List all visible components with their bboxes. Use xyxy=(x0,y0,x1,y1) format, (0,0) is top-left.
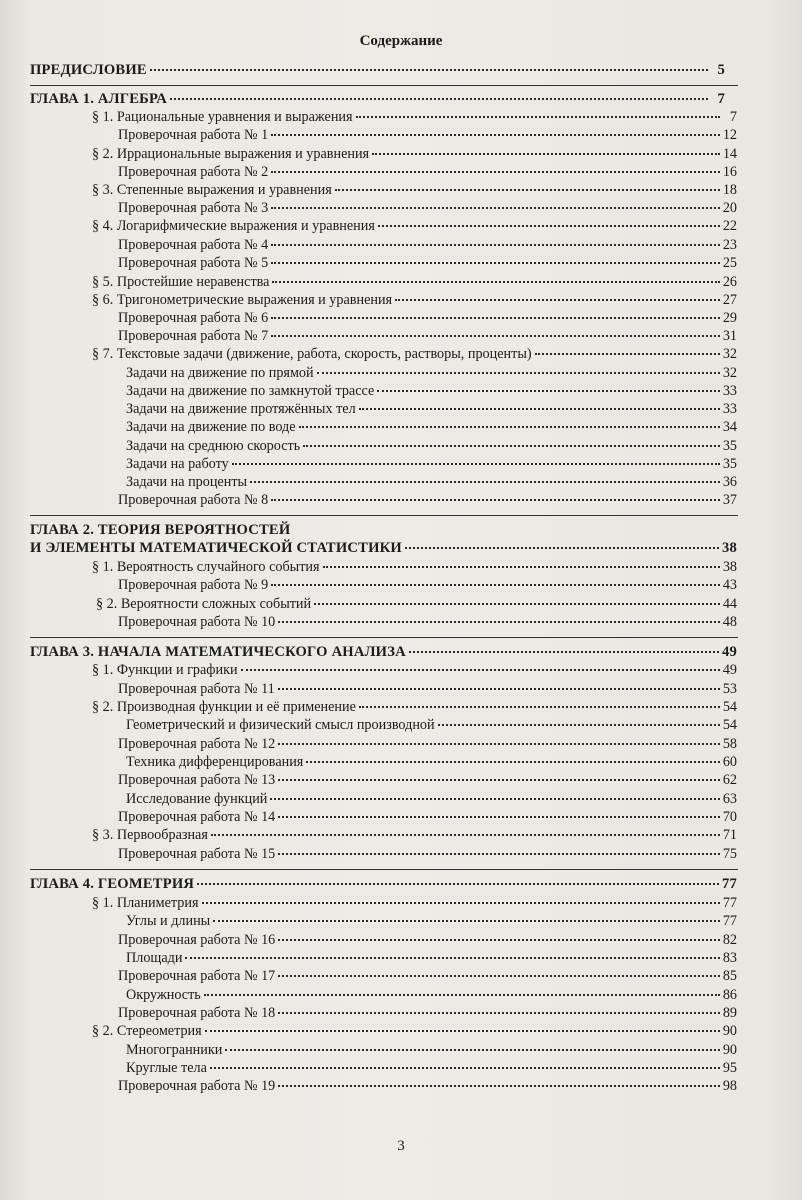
toc-page-number: 77 xyxy=(722,913,737,929)
leader-dots xyxy=(278,974,720,977)
section-divider xyxy=(30,85,738,86)
leader-dots xyxy=(271,498,720,501)
leader-dots xyxy=(278,1084,720,1087)
toc-entry[interactable] xyxy=(118,613,737,631)
leader-dots xyxy=(335,188,720,191)
toc-chapter-heading[interactable] xyxy=(30,643,737,661)
toc-entry[interactable] xyxy=(126,912,737,930)
toc-entry-label: § 6. Тригонометрические выражения и уравнения xyxy=(92,292,393,308)
toc-entry[interactable] xyxy=(118,808,737,826)
toc-entry-label: § 5. Простейшие неравенства xyxy=(92,274,270,290)
toc-entry[interactable] xyxy=(92,894,737,912)
leader-dots xyxy=(232,462,720,465)
toc-entry-label: § 4. Логарифмические выражения и уравнения xyxy=(92,218,375,234)
toc-entry-label: Круглые тела xyxy=(126,1060,207,1076)
toc-entry[interactable] xyxy=(118,576,737,594)
toc-page-number: 32 xyxy=(722,365,737,381)
toc-page-number: 95 xyxy=(722,1060,737,1076)
toc-page-number: 36 xyxy=(722,474,737,490)
toc-page-number: 63 xyxy=(722,791,737,807)
toc-page-number: 26 xyxy=(722,274,737,290)
toc-page-number: 60 xyxy=(722,754,737,770)
section-divider xyxy=(30,515,738,516)
toc-entry-label: ГЛАВА 4. ГЕОМЕТРИЯ xyxy=(30,876,195,892)
toc-entry-label: Проверочная работа № 7 xyxy=(118,328,269,344)
toc-entry[interactable] xyxy=(118,199,737,217)
leader-dots xyxy=(303,444,720,447)
toc-entry[interactable] xyxy=(126,400,737,418)
toc-entry[interactable] xyxy=(118,735,737,753)
toc-entry-label: ПРЕДИСЛОВИЕ xyxy=(30,62,147,78)
toc-page-number: 77 xyxy=(722,895,737,911)
toc-page-number: 70 xyxy=(722,809,737,825)
toc-page-number: 37 xyxy=(722,492,737,508)
toc-page-number: 58 xyxy=(722,736,737,752)
toc-entry-label: Задачи на среднюю скорость xyxy=(126,438,301,454)
toc-page-number: 7 xyxy=(729,109,737,125)
toc-entry-preface[interactable] xyxy=(30,61,725,79)
leader-dots xyxy=(378,224,720,227)
toc-entry-label: § 2. Стереометрия xyxy=(92,1023,202,1039)
leader-dots xyxy=(278,852,720,855)
toc-entry[interactable] xyxy=(126,437,737,455)
toc-entry[interactable] xyxy=(118,254,737,272)
toc-page-number: 7 xyxy=(717,91,725,107)
toc-page-number: 54 xyxy=(722,717,737,733)
toc-entry-label: Задачи на проценты xyxy=(126,474,248,490)
toc-page-number: 98 xyxy=(722,1078,737,1094)
toc-entry-label: Проверочная работа № 12 xyxy=(118,736,276,752)
toc-entry[interactable] xyxy=(126,418,737,436)
toc-entry[interactable] xyxy=(92,661,737,679)
leader-dots xyxy=(197,882,719,885)
leader-dots xyxy=(372,152,720,155)
toc-page-number: 54 xyxy=(722,699,737,715)
toc-page-number: 44 xyxy=(722,596,737,612)
toc-page-number: 5 xyxy=(717,62,725,78)
toc-entry[interactable] xyxy=(126,382,737,400)
leader-dots xyxy=(278,687,720,690)
toc-entry[interactable] xyxy=(92,698,737,716)
toc-entry-label: Исследование функций xyxy=(126,791,268,807)
toc-entry[interactable] xyxy=(118,680,737,698)
section-divider xyxy=(30,869,738,870)
toc-page-number: 20 xyxy=(722,200,737,216)
toc-chapter-heading[interactable] xyxy=(30,539,737,557)
toc-page-number: 33 xyxy=(722,383,737,399)
toc-entry-label: Задачи на движение по прямой xyxy=(126,365,314,381)
toc-page-number: 23 xyxy=(722,237,737,253)
toc-entry-label: Проверочная работа № 5 xyxy=(118,255,269,271)
toc-page-number: 32 xyxy=(722,346,737,362)
toc-entry[interactable] xyxy=(126,1059,737,1077)
leader-dots xyxy=(314,602,720,605)
toc-page-number: 16 xyxy=(722,164,737,180)
page-title: Содержание xyxy=(359,33,443,49)
leader-dots xyxy=(210,1066,720,1069)
toc-entry[interactable] xyxy=(118,163,737,181)
toc-entry[interactable] xyxy=(92,108,737,126)
leader-dots xyxy=(150,68,708,71)
toc-entry-label: ГЛАВА 3. НАЧАЛА МАТЕМАТИЧЕСКОГО АНАЛИЗА xyxy=(30,644,406,660)
leader-dots xyxy=(535,352,720,355)
leader-dots xyxy=(271,133,720,136)
toc-entry-label: Проверочная работа № 18 xyxy=(118,1005,276,1021)
toc-entry-label: Проверочная работа № 15 xyxy=(118,846,276,862)
toc-page-number: 35 xyxy=(722,456,737,472)
toc-entry[interactable] xyxy=(118,1004,737,1022)
toc-page-number: 62 xyxy=(722,772,737,788)
leader-dots xyxy=(278,742,720,745)
toc-entry-label: Проверочная работа № 8 xyxy=(118,492,269,508)
toc-chapter-heading[interactable] xyxy=(30,90,725,108)
toc-page-number: 43 xyxy=(722,577,737,593)
toc-entry[interactable] xyxy=(92,145,737,163)
leader-dots xyxy=(271,334,720,337)
leader-dots xyxy=(377,389,720,392)
leader-dots xyxy=(211,833,720,836)
toc-page-number: 49 xyxy=(722,662,737,678)
leader-dots xyxy=(359,407,720,410)
toc-entry[interactable] xyxy=(92,1022,737,1040)
toc-entry[interactable] xyxy=(118,931,737,949)
toc-entry-label: § 2. Иррациональные выражения и уравнения xyxy=(92,146,370,162)
toc-entry[interactable] xyxy=(118,771,737,789)
toc-entry-label: Задачи на движение по замкнутой трассе xyxy=(126,383,375,399)
toc-entry-label: Задачи на движение по воде xyxy=(126,419,296,435)
leader-dots xyxy=(170,97,708,100)
toc-entry-label: ГЛАВА 1. АЛГЕБРА xyxy=(30,91,167,107)
toc-entry[interactable] xyxy=(92,217,737,235)
toc-entry-label: Задачи на движение протяжённых тел xyxy=(126,401,356,417)
toc-page-number: 85 xyxy=(722,968,737,984)
toc-page-number: 89 xyxy=(722,1005,737,1021)
toc-entry-label: § 1. Вероятность случайного события xyxy=(92,559,320,575)
toc-entry-label: Проверочная работа № 1 xyxy=(118,127,269,143)
toc-entry-label: Проверочная работа № 13 xyxy=(118,772,276,788)
leader-dots xyxy=(409,650,719,653)
leader-dots xyxy=(317,371,720,374)
toc-entry-label: Проверочная работа № 2 xyxy=(118,164,269,180)
toc-entry[interactable] xyxy=(126,986,737,1004)
toc-entry-label: Проверочная работа № 16 xyxy=(118,932,276,948)
toc-page-number: 75 xyxy=(722,846,737,862)
toc-page-number: 90 xyxy=(722,1023,737,1039)
toc-entry[interactable] xyxy=(126,455,737,473)
toc-entry-label: Геометрический и физический смысл производной xyxy=(126,717,435,733)
leader-dots xyxy=(205,1029,720,1032)
toc-page-number: 38 xyxy=(722,559,737,575)
leader-dots xyxy=(204,993,720,996)
toc-entry-label: § 2. Вероятности сложных событий xyxy=(96,596,312,612)
toc-entry[interactable] xyxy=(126,790,737,808)
toc-entry-label: § 1. Функции и графики xyxy=(92,662,238,678)
leader-dots xyxy=(278,778,720,781)
page-number: 3 xyxy=(397,1138,405,1154)
toc-entry-label: § 3. Первообразная xyxy=(92,827,208,843)
toc-page-number: 14 xyxy=(722,146,737,162)
leader-dots xyxy=(306,760,719,763)
toc-page-number: 71 xyxy=(722,827,737,843)
leader-dots xyxy=(185,956,719,959)
toc-page-number: 86 xyxy=(722,987,737,1003)
leader-dots xyxy=(359,705,720,708)
toc-entry[interactable] xyxy=(118,126,737,144)
toc-page-number: 53 xyxy=(722,681,737,697)
toc-entry[interactable] xyxy=(92,291,737,309)
leader-dots xyxy=(271,316,720,319)
toc-chapter-heading-line: ГЛАВА 2. ТЕОРИЯ ВЕРОЯТНОСТЕЙ xyxy=(30,522,291,538)
toc-entry-label: Проверочная работа № 4 xyxy=(118,237,269,253)
leader-dots xyxy=(356,115,720,118)
toc-entry-label: Проверочная работа № 17 xyxy=(118,968,276,984)
toc-entry-label: И ЭЛЕМЕНТЫ МАТЕМАТИЧЕСКОЙ СТАТИСТИКИ xyxy=(30,540,402,556)
toc-page-number: 48 xyxy=(722,614,737,630)
toc-entry[interactable] xyxy=(126,1041,737,1059)
toc-entry-label: § 1. Рациональные уравнения и выражения xyxy=(92,109,353,125)
leader-dots xyxy=(438,723,720,726)
toc-entry-label: Площади xyxy=(126,950,183,966)
leader-dots xyxy=(395,298,720,301)
toc-entry-label: § 7. Текстовые задачи (движение, работа, скорость, растворы, проценты) xyxy=(92,346,532,362)
toc-entry[interactable] xyxy=(118,491,737,509)
toc-page-number: 33 xyxy=(722,401,737,417)
leader-dots xyxy=(278,620,720,623)
toc-entry-label: Задачи на работу xyxy=(126,456,229,472)
toc-entry-label: Проверочная работа № 19 xyxy=(118,1078,276,1094)
leader-dots xyxy=(271,170,720,173)
toc-entry-label: § 2. Производная функции и её применение xyxy=(92,699,356,715)
leader-dots xyxy=(270,797,719,800)
leader-dots xyxy=(271,243,720,246)
toc-page-number: 82 xyxy=(722,932,737,948)
leader-dots xyxy=(241,668,720,671)
leader-dots xyxy=(323,565,720,568)
toc-entry-label: Проверочная работа № 6 xyxy=(118,310,269,326)
toc-entry[interactable] xyxy=(92,558,737,576)
toc-entry-label: Многогранники xyxy=(126,1042,223,1058)
toc-entry[interactable] xyxy=(126,473,737,491)
section-divider xyxy=(30,637,738,638)
leader-dots xyxy=(213,919,720,922)
leader-dots xyxy=(278,938,720,941)
toc-entry[interactable] xyxy=(92,345,737,363)
toc-entry[interactable] xyxy=(118,845,737,863)
toc-entry[interactable] xyxy=(92,181,737,199)
toc-entry-label: Проверочная работа № 3 xyxy=(118,200,269,216)
toc-entry[interactable] xyxy=(126,949,737,967)
toc-page-number: 83 xyxy=(722,950,737,966)
toc-entry-label: Окружность xyxy=(126,987,201,1003)
toc-entry-label: § 3. Степенные выражения и уравнения xyxy=(92,182,332,198)
leader-dots xyxy=(271,583,720,586)
toc-chapter-heading[interactable] xyxy=(30,875,737,893)
toc-entry-label: Проверочная работа № 10 xyxy=(118,614,276,630)
leader-dots xyxy=(250,480,720,483)
toc-page-number: 38 xyxy=(722,540,737,556)
toc-page-number: 77 xyxy=(722,876,737,892)
toc-entry[interactable] xyxy=(118,327,737,345)
leader-dots xyxy=(202,901,720,904)
toc-page-number: 90 xyxy=(722,1042,737,1058)
leader-dots xyxy=(271,206,720,209)
leader-dots xyxy=(278,815,720,818)
leader-dots xyxy=(272,280,719,283)
leader-dots xyxy=(405,546,719,549)
toc-entry[interactable] xyxy=(118,967,737,985)
toc-entry-label: § 1. Планиметрия xyxy=(92,895,199,911)
toc-entry[interactable] xyxy=(126,716,737,734)
leader-dots xyxy=(271,261,720,264)
toc-page-number: 12 xyxy=(722,127,737,143)
toc-page-number: 35 xyxy=(722,438,737,454)
leader-dots xyxy=(225,1048,719,1051)
toc-entry-label: Техника дифференцирования xyxy=(126,754,304,770)
toc-page-number: 22 xyxy=(722,218,737,234)
toc-page-number: 18 xyxy=(722,182,737,198)
toc-page-number: 29 xyxy=(722,310,737,326)
leader-dots xyxy=(299,425,720,428)
toc-page-number: 34 xyxy=(722,419,737,435)
toc-entry[interactable] xyxy=(118,309,737,327)
toc-entry-label: Проверочная работа № 9 xyxy=(118,577,269,593)
toc-entry-label: Углы и длины xyxy=(126,913,211,929)
toc-entry[interactable] xyxy=(118,1077,737,1095)
toc-page-number: 31 xyxy=(722,328,737,344)
toc-entry[interactable] xyxy=(96,595,737,613)
toc-entry[interactable] xyxy=(92,826,737,844)
leader-dots xyxy=(278,1011,720,1014)
toc-entry[interactable] xyxy=(92,273,737,291)
toc-entry[interactable] xyxy=(126,364,737,382)
toc-page-number: 27 xyxy=(722,292,737,308)
toc-entry[interactable] xyxy=(118,236,737,254)
toc-page-number: 25 xyxy=(722,255,737,271)
toc-entry-label: Проверочная работа № 14 xyxy=(118,809,276,825)
toc-entry-label: Проверочная работа № 11 xyxy=(118,681,275,697)
toc-entry[interactable] xyxy=(126,753,737,771)
toc-page-number: 49 xyxy=(722,644,737,660)
